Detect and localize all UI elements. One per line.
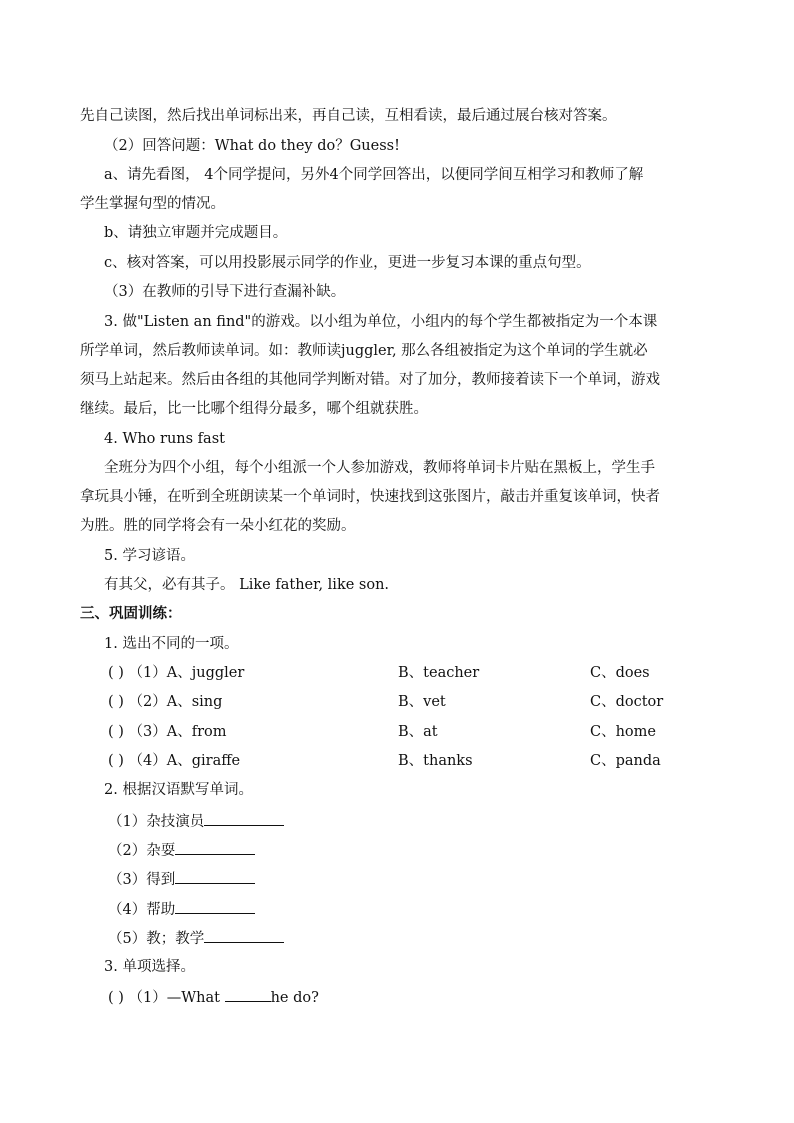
question-title: 1. 选出不同的一项。 xyxy=(104,636,239,652)
paragraph-line: 3. 做"Listen an find"的游戏。以小组为单位，小组内的每个学生都被指定为一个本课 xyxy=(104,314,658,330)
option-b: B、vet xyxy=(398,694,446,710)
option-b: B、at xyxy=(398,724,438,740)
choice-question xyxy=(108,986,319,1008)
fill-item xyxy=(108,868,255,890)
option-a: ( ) （2）A、sing xyxy=(108,694,223,710)
fill-item-label: （4）帮助 xyxy=(108,902,176,918)
option-b: B、teacher xyxy=(398,665,480,681)
paragraph-line: c、核对答案，可以用投影展示同学的作业，更进一步复习本课的重点句型。 xyxy=(104,255,591,271)
paragraph-line: b、请独立审题并完成题目。 xyxy=(104,225,288,241)
option-c: C、home xyxy=(590,724,656,740)
fill-item xyxy=(108,839,255,861)
question-suffix: he do? xyxy=(270,990,319,1006)
option-a: ( ) （4）A、giraffe xyxy=(108,753,241,769)
fill-item-label: （5）教；教学 xyxy=(108,931,205,947)
fill-item-label: （3）得到 xyxy=(108,872,176,888)
paragraph-line: 须马上站起来。然后由各组的其他同学判断对错。对了加分，教师接着读下一个单词，游戏 xyxy=(80,372,660,388)
option-c: C、panda xyxy=(590,753,661,769)
fill-item xyxy=(108,810,284,832)
question-title: 3. 单项选择。 xyxy=(104,959,195,975)
answer-blank[interactable] xyxy=(204,810,284,826)
paragraph-line: 先自己读图，然后找出单词标出来，再自己读，互相看读，最后通过展台核对答案。 xyxy=(80,108,617,124)
fill-item xyxy=(108,927,284,949)
answer-blank[interactable] xyxy=(175,839,255,855)
paragraph-line: 4. Who runs fast xyxy=(104,431,225,447)
answer-blank[interactable] xyxy=(175,898,255,914)
paragraph-line: 有其父，必有其子。 Like father, like son. xyxy=(104,577,390,593)
choice-row xyxy=(108,663,768,683)
choice-row xyxy=(108,692,768,712)
question-prefix: ( ) （1）—What xyxy=(108,990,225,1006)
paragraph-line: （3）在教师的引导下进行查漏补缺。 xyxy=(104,284,346,300)
question-title: 2. 根据汉语默写单词。 xyxy=(104,782,253,798)
fill-item-label: （1）杂技演员 xyxy=(108,814,205,830)
answer-blank[interactable] xyxy=(225,986,271,1002)
paragraph-line: 所学单词，然后教师读单词。如：教师读juggler, 那么各组被指定为这个单词的学生就必 xyxy=(80,343,648,359)
paragraph-line: a、请先看图， 4个同学提问，另外4个同学回答出，以便同学间互相学习和教师了解 xyxy=(104,167,644,183)
option-b: B、thanks xyxy=(398,753,473,769)
paragraph-line: 拿玩具小锤，在听到全班朗读某一个单词时，快速找到这张图片，敲击并重复该单词，快者 xyxy=(80,489,660,505)
fill-item-label: （2）杂耍 xyxy=(108,843,176,859)
paragraph-line: 继续。最后，比一比哪个组得分最多，哪个组就获胜。 xyxy=(80,401,428,417)
choice-row xyxy=(108,751,768,771)
option-c: C、does xyxy=(590,665,650,681)
option-c: C、doctor xyxy=(590,694,664,710)
option-a: ( ) （3）A、from xyxy=(108,724,227,740)
section-heading: 三、巩固训练： xyxy=(80,605,182,622)
paragraph-line: 5. 学习谚语。 xyxy=(104,548,195,564)
paragraph-line: （2）回答问题：What do they do？Guess! xyxy=(104,138,400,154)
choice-row xyxy=(108,722,768,742)
paragraph-line: 为胜。胜的同学将会有一朵小红花的奖励。 xyxy=(80,518,356,534)
answer-blank[interactable] xyxy=(175,868,255,884)
answer-blank[interactable] xyxy=(204,927,284,943)
paragraph-line: 学生掌握句型的情况。 xyxy=(80,196,225,212)
fill-item xyxy=(108,898,255,920)
paragraph-line: 全班分为四个小组，每个小组派一个人参加游戏，教师将单词卡片贴在黑板上，学生手 xyxy=(104,460,655,476)
option-a: ( ) （1）A、juggler xyxy=(108,665,245,681)
